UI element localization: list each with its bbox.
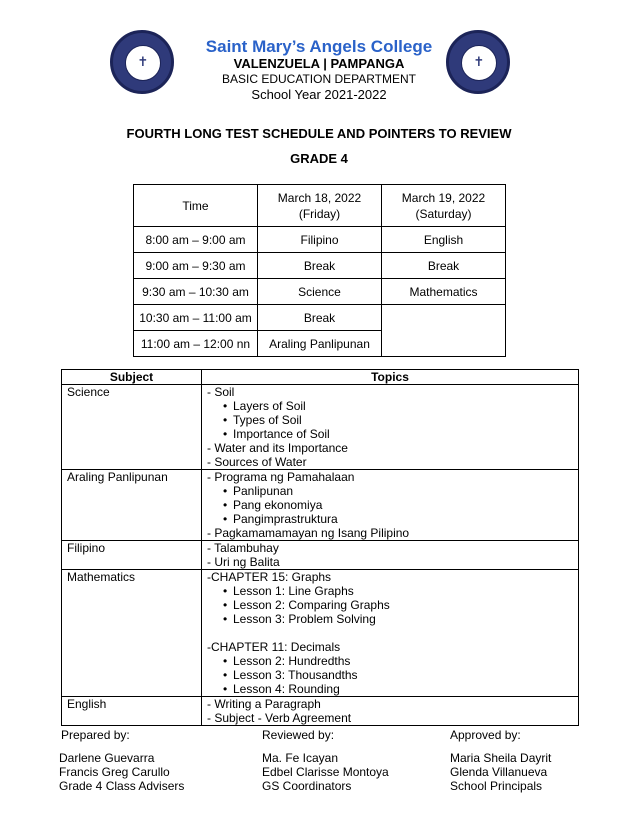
day2-cell: English xyxy=(382,227,506,253)
header-topics: Topics xyxy=(202,370,579,385)
header-day1 xyxy=(258,185,382,227)
day1-cell: Filipino xyxy=(258,227,382,253)
topics-table xyxy=(61,369,579,726)
topic-bullet: • Pangimprastruktura xyxy=(207,512,573,526)
subject-science: Science xyxy=(62,385,202,470)
topics-ap xyxy=(202,470,579,541)
reviewed-by-names xyxy=(262,751,389,793)
topic-bullet: • Lesson 4: Rounding xyxy=(207,682,573,696)
topic-line: - Soil xyxy=(207,385,235,399)
signatory-name: Darlene Guevarra xyxy=(59,751,155,765)
school-year: School Year 2021-2022 xyxy=(251,87,387,102)
topics-math xyxy=(202,570,579,697)
document-title: FOURTH LONG TEST SCHEDULE AND POINTERS TO REVIEW xyxy=(126,126,512,141)
time-cell: 10:30 am – 11:00 am xyxy=(134,305,258,331)
time-cell: 9:00 am – 9:30 am xyxy=(134,253,258,279)
topic-bullet: • Lesson 3: Thousandths xyxy=(207,668,573,682)
cross-icon: ✝ xyxy=(473,54,485,69)
day1-date: March 18, 2022 xyxy=(277,190,362,205)
table-row xyxy=(62,697,579,726)
topic-line: -CHAPTER 11: Decimals xyxy=(207,640,341,654)
topic-bullet: • Lesson 2: Hundredths xyxy=(207,654,573,668)
cross-icon: ✝ xyxy=(137,54,149,69)
day1-cell: Break xyxy=(258,305,382,331)
subject-english: English xyxy=(62,697,202,726)
topic-bullet: • Importance of Soil xyxy=(207,427,573,441)
topic-bullet: • Types of Soil xyxy=(207,413,573,427)
prepared-by-names xyxy=(59,751,184,793)
topic-bullet: • Lesson 3: Problem Solving xyxy=(207,612,573,626)
topic-line: - Subject - Verb Agreement xyxy=(207,711,352,725)
reviewed-label: Reviewed by: xyxy=(262,728,335,742)
signatory-name: Glenda Villanueva xyxy=(450,765,548,779)
topic-line: -CHAPTER 15: Graphs xyxy=(207,570,332,584)
topic-line: - Programa ng Pamahalaan xyxy=(207,470,355,484)
day2-cell: Mathematics xyxy=(382,279,506,305)
grade-title: GRADE 4 xyxy=(290,151,348,166)
schedule-table xyxy=(133,184,506,357)
table-row xyxy=(134,305,506,331)
topic-line: - Pagkamamamayan ng Isang Pilipino xyxy=(207,526,410,540)
department: BASIC EDUCATION DEPARTMENT xyxy=(221,72,417,86)
table-row xyxy=(62,385,579,470)
table-row xyxy=(62,570,579,697)
approved-by-names xyxy=(450,751,551,793)
day2-cell: Break xyxy=(382,253,506,279)
topic-line: - Sources of Water xyxy=(207,455,307,469)
day2-cell-empty xyxy=(382,305,506,357)
time-cell: 8:00 am – 9:00 am xyxy=(134,227,258,253)
topics-english xyxy=(202,697,579,726)
college-location: VALENZUELA | PAMPANGA xyxy=(233,56,405,71)
signatory-role: School Principals xyxy=(450,779,543,793)
header-time: Time xyxy=(134,185,258,227)
table-row xyxy=(134,253,506,279)
topic-bullet: • Layers of Soil xyxy=(207,399,573,413)
subject-filipino: Filipino xyxy=(62,541,202,570)
topic-line: - Writing a Paragraph xyxy=(207,697,321,711)
signatory-name: Ma. Fe Icayan xyxy=(262,751,339,765)
topics-filipino xyxy=(202,541,579,570)
table-row xyxy=(62,470,579,541)
subject-math: Mathematics xyxy=(62,570,202,697)
topic-line: - Talambuhay xyxy=(207,541,279,555)
header-subject: Subject xyxy=(62,370,202,385)
time-cell: 11:00 am – 12:00 nn xyxy=(134,331,258,357)
day1-cell: Araling Panlipunan xyxy=(258,331,382,357)
signatory-name: Maria Sheila Dayrit xyxy=(450,751,552,765)
day1-cell: Break xyxy=(258,253,382,279)
approved-label: Approved by: xyxy=(450,728,521,742)
prepared-label: Prepared by: xyxy=(61,728,130,742)
topic-bullet: • Pang ekonomiya xyxy=(207,498,573,512)
header-day2 xyxy=(382,185,506,227)
signatory-role: Grade 4 Class Advisers xyxy=(59,779,185,793)
day1-cell: Science xyxy=(258,279,382,305)
subject-ap: Araling Panlipunan xyxy=(62,470,202,541)
signatory-name: Edbel Clarisse Montoya xyxy=(262,765,389,779)
table-row xyxy=(134,279,506,305)
topic-line: - Uri ng Balita xyxy=(207,555,280,569)
day1-name: (Friday) xyxy=(298,206,341,221)
table-row xyxy=(62,541,579,570)
day2-name: (Saturday) xyxy=(415,206,472,221)
table-row xyxy=(134,227,506,253)
time-cell: 9:30 am – 10:30 am xyxy=(134,279,258,305)
topic-bullet: • Lesson 2: Comparing Graphs xyxy=(207,598,573,612)
topic-bullet: • Panlipunan xyxy=(207,484,573,498)
signatory-name: Francis Greg Carullo xyxy=(59,765,170,779)
topic-bullet: • Lesson 1: Line Graphs xyxy=(207,584,573,598)
topic-line: - Water and its Importance xyxy=(207,441,348,455)
day2-date: March 19, 2022 xyxy=(401,190,486,205)
topics-science xyxy=(202,385,579,470)
college-name: Saint Mary’s Angels College xyxy=(205,37,433,56)
signatory-role: GS Coordinators xyxy=(262,779,352,793)
